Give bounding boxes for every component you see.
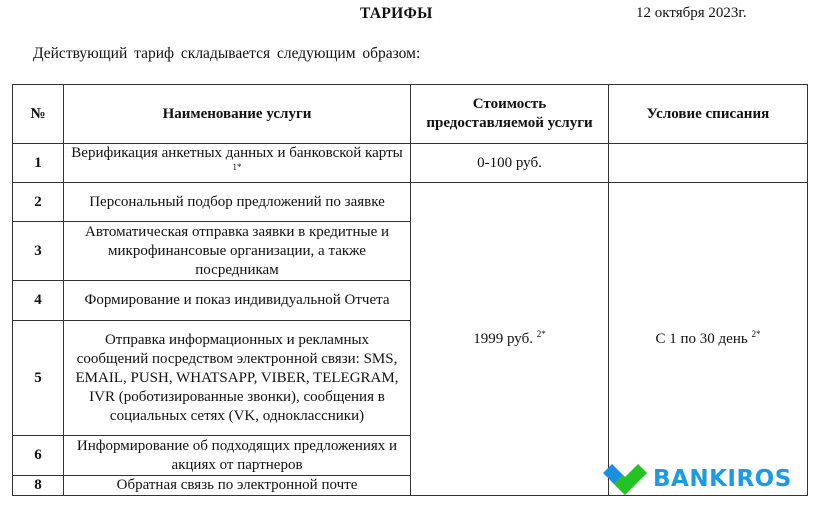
row-service-text: Верификация анкетных данных и банковской карты: [71, 145, 403, 161]
column-header-cost: Стоимость предоставляемой услуги: [411, 85, 609, 144]
document-title: ТАРИФЫ: [360, 5, 433, 22]
row-number: 6: [13, 436, 64, 476]
intro-text: Действующий тариф складывается следующим образом:: [33, 45, 421, 62]
row-service: Информирование об подходящих предложениях и акциях от партнеров: [64, 436, 411, 476]
table-row: [13, 144, 808, 183]
row-service: Персональный подбор предложений по заявке: [64, 183, 411, 222]
column-header-number: №: [13, 85, 64, 144]
footnote-marker: 2*: [751, 328, 761, 339]
merged-cost-text: 1999 руб.: [473, 330, 533, 347]
row-service: Отправка информационных и рекламных сообщений посредством электронной связи: SMS, EMAIL, PUSH, WHATSAPP, VIBER, TELEGRAM, IVR (роботизированные звонки), сообщения в социальных сетях (VK, одноклассники): [64, 321, 411, 436]
checkmark-logo-icon: [603, 462, 647, 496]
column-header-condition: Условие списания: [609, 85, 808, 144]
row-number: 5: [13, 321, 64, 436]
document-date: 12 октября 2023г.: [636, 5, 747, 21]
row-number: 3: [13, 222, 64, 281]
row-condition: [609, 144, 808, 183]
bankiros-watermark: [603, 462, 792, 496]
footnote-marker: 1*: [232, 162, 242, 172]
row-service: Автоматическая отправка заявки в кредитные и микрофинансовые организации, а также посредникам: [64, 222, 411, 281]
table-header-row: [13, 85, 808, 144]
row-number: 2: [13, 183, 64, 222]
row-service: Формирование и показ индивидуальной Отчета: [64, 281, 411, 321]
merged-condition-text: С 1 по 30 день: [655, 330, 748, 347]
row-number: 4: [13, 281, 64, 321]
column-header-service: Наименование услуги: [64, 85, 411, 144]
row-number: 8: [13, 476, 64, 496]
row-cost: 0-100 руб.: [411, 144, 609, 183]
merged-cost-cell: [411, 183, 609, 496]
row-service: Обратная связь по электронной почте: [64, 476, 411, 496]
footnote-marker: 2*: [536, 328, 546, 339]
tariffs-table: [12, 84, 808, 496]
table-row: [13, 183, 808, 222]
merged-condition-cell: [609, 183, 808, 496]
row-number: 1: [13, 144, 64, 183]
watermark-text: BANKIROS: [653, 466, 792, 492]
row-service: [64, 144, 411, 183]
